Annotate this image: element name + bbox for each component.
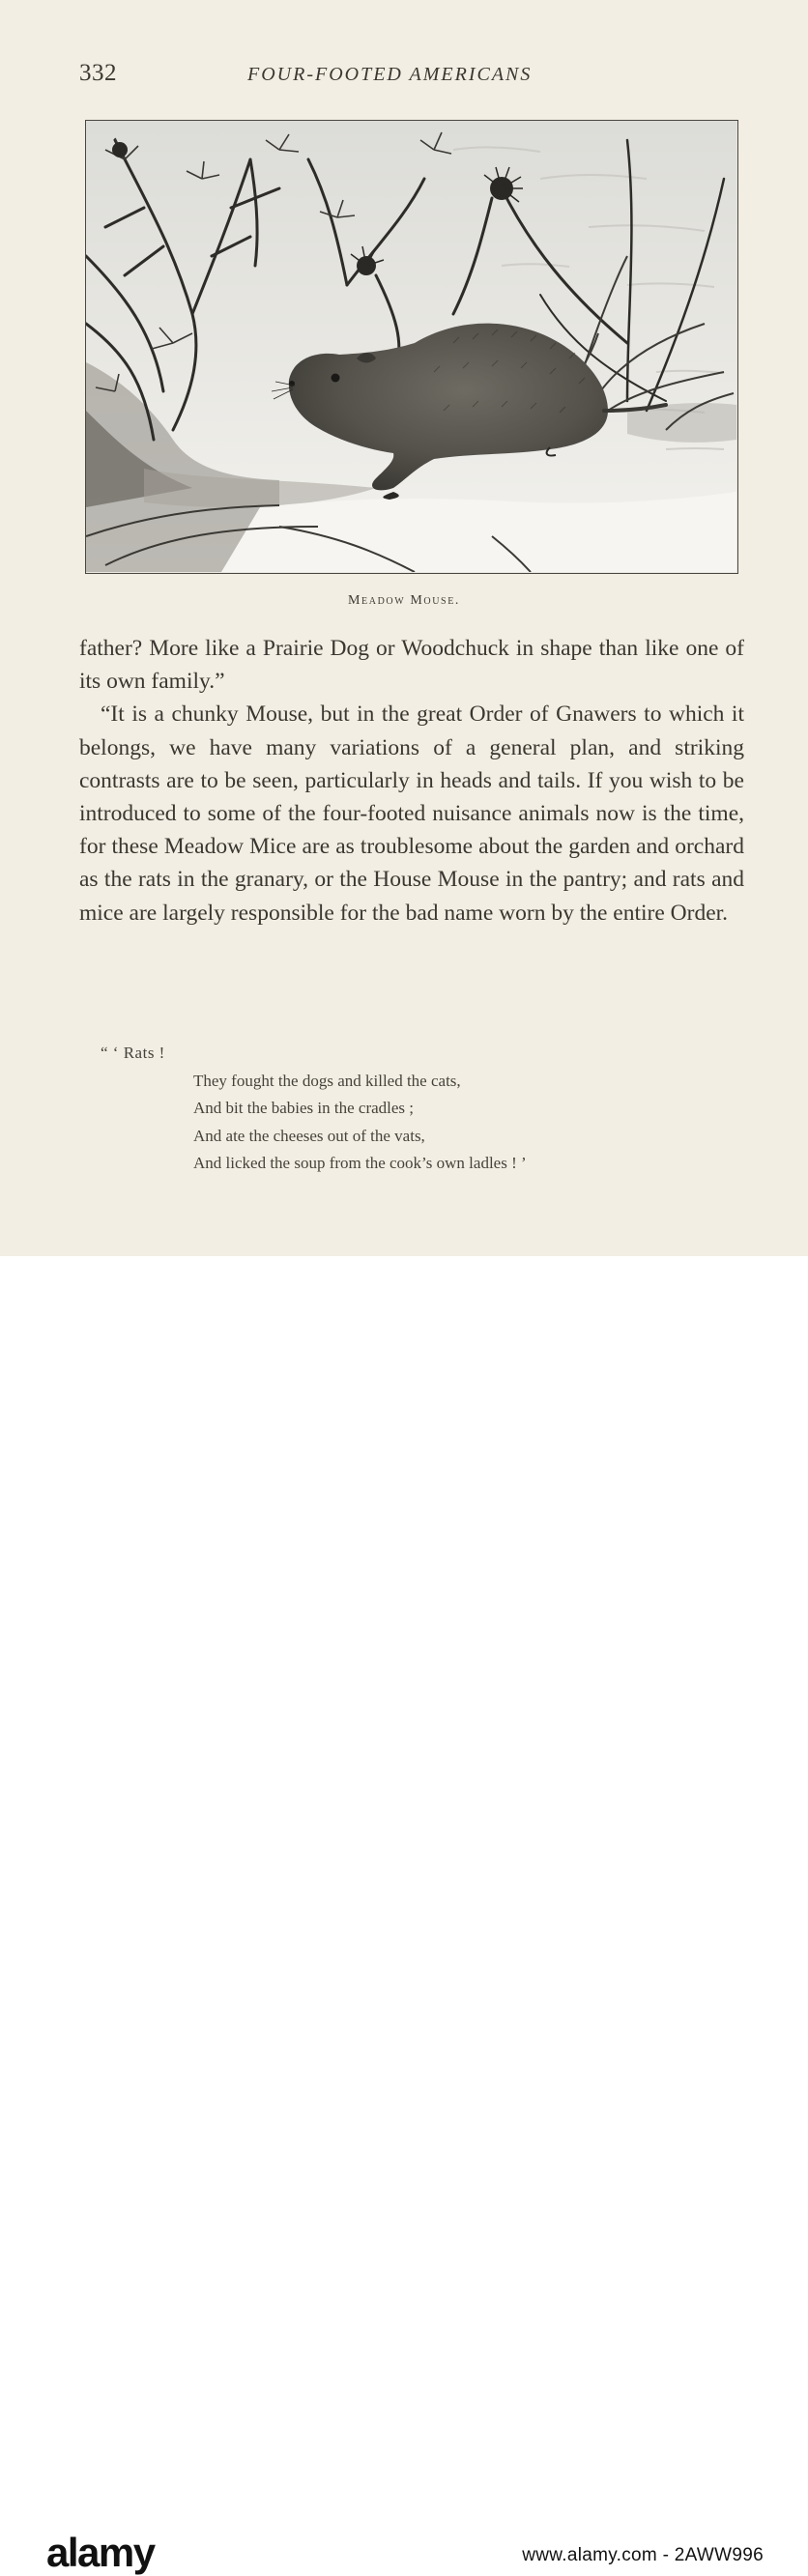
running-title: FOUR-FOOTED AMERICANS xyxy=(247,64,533,85)
brand-logo: alamy xyxy=(46,2530,155,2575)
verse-line: “ ‘ Rats ! xyxy=(101,1044,165,1062)
stock-id: www.alamy.com - 2AWW996 xyxy=(522,2545,764,2565)
running-head xyxy=(0,60,808,93)
verse-quotation xyxy=(101,1040,719,1178)
watermark-footer xyxy=(0,1256,808,2575)
plate-caption: Meadow Mouse. xyxy=(347,593,461,608)
paragraph: father? More like a Prairie Dog or Woodchuck in shape than like one of its own family.” xyxy=(79,636,744,695)
verse-line: And ate the cheeses out of the vats, xyxy=(193,1126,425,1145)
page-number: 332 xyxy=(79,60,117,86)
body-text xyxy=(79,632,744,930)
verse-line: And licked the soup from the cook’s own ladles ! ’ xyxy=(193,1154,527,1172)
meadow-mouse-illustration xyxy=(85,120,738,574)
book-page xyxy=(0,0,808,1256)
verse-line: They fought the dogs and killed the cats, xyxy=(193,1071,461,1090)
verse-line: And bit the babies in the cradles ; xyxy=(193,1099,415,1117)
paragraph: “It is a chunky Mouse, but in the great Order of Gnawers to which it belongs, we have many variations of a general plan, and striking contrasts are to be seen, particularly in heads and tails. If you wish to be introduced to some of the four-footed nuisance animals now is the time, for these Meadow Mice are as troublesome about the garden and orchard as the rats in the granary, or the House Mouse in the pantry; and rats and mice are largely responsible for the bad name worn by the entire Order. xyxy=(79,701,744,926)
